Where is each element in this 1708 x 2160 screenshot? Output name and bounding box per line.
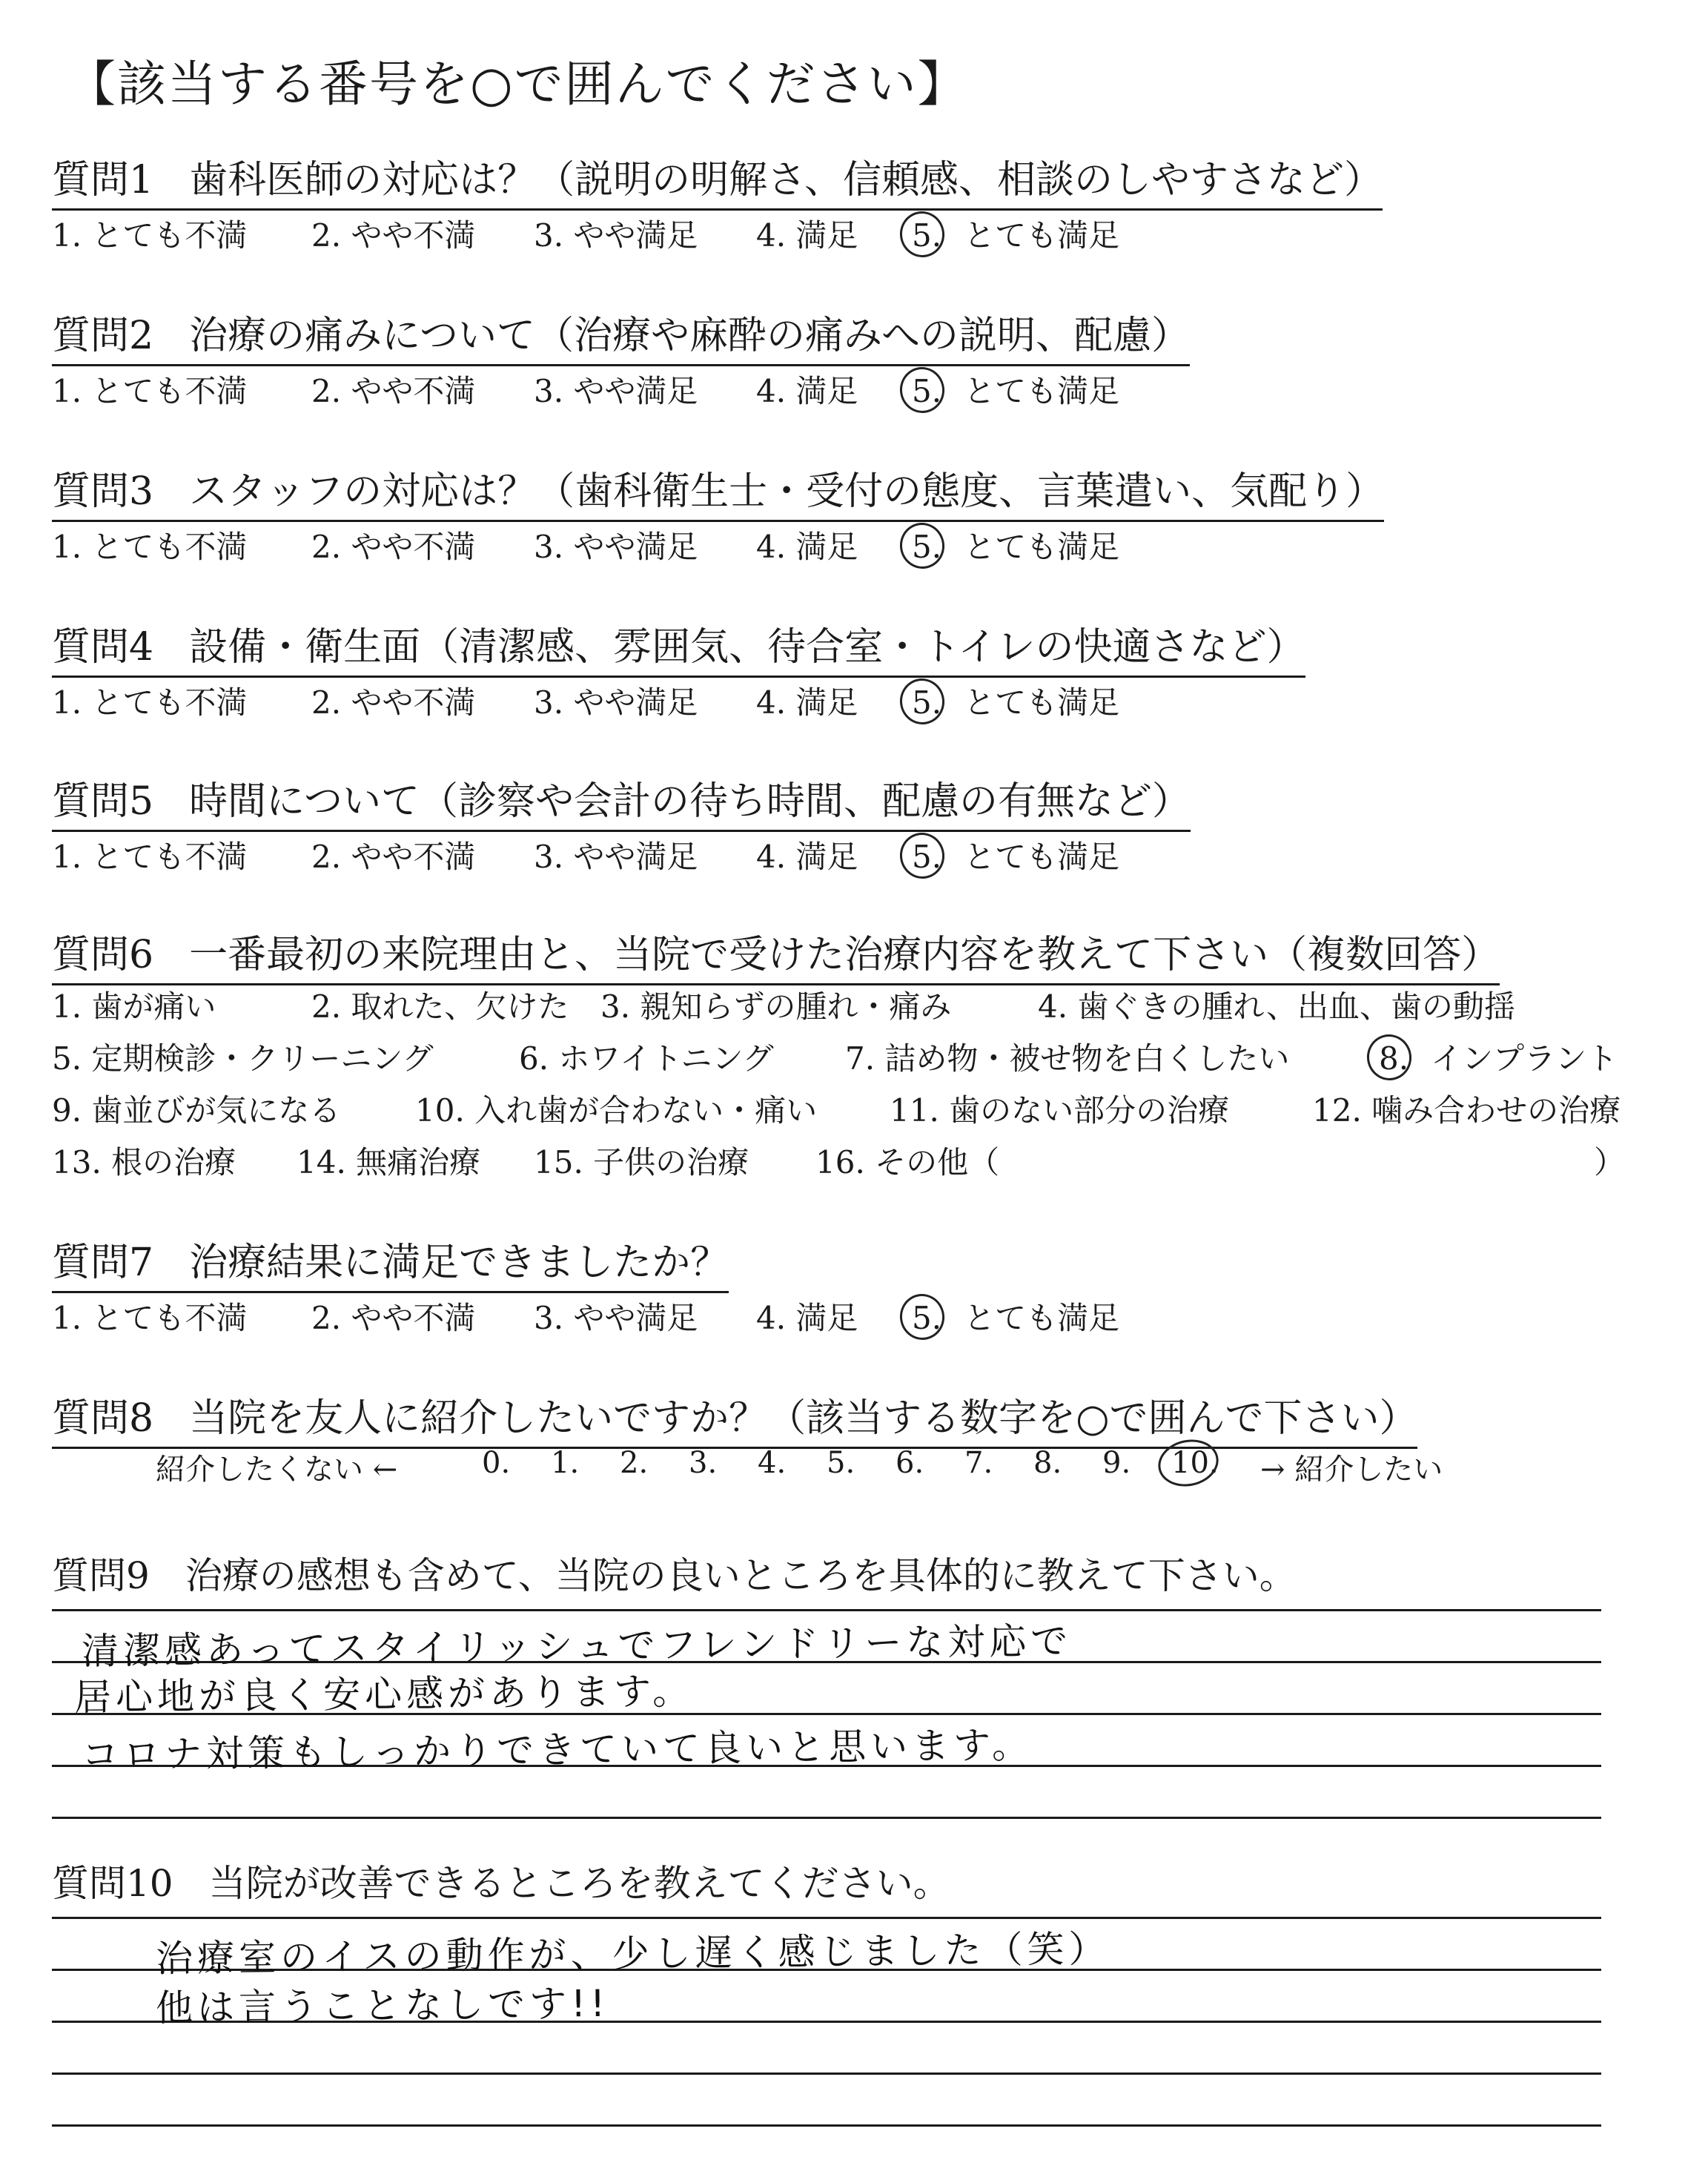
option-3[interactable]: 3. 親知らずの腫れ・痛み (600, 988, 952, 1025)
question-9-label: 質問9 (52, 1554, 150, 1597)
question-6-text: 一番最初の来院理由と、当院で受けた治療内容を教えて下さい（複数回答） (189, 933, 1500, 977)
option-5-selected[interactable] (912, 678, 1119, 723)
scale-right-label: → 紹介したい (1260, 1453, 1443, 1487)
option-5-selected[interactable] (912, 833, 1119, 877)
option-3[interactable]: 3. やや満足 (534, 684, 698, 721)
question-8-title (52, 1387, 1417, 1449)
option-2[interactable]: 2. やや不満 (311, 217, 476, 254)
option-10[interactable]: 10. 入れ歯が合わない・痛い (415, 1092, 818, 1129)
option-5-number: 5. (912, 684, 942, 721)
option-1[interactable]: 1. とても不満 (52, 684, 248, 721)
scale-10-number: 10. (1171, 1446, 1219, 1480)
scale-6[interactable]: 6. (896, 1446, 924, 1480)
option-3[interactable]: 3. やや満足 (534, 529, 698, 565)
question-8-label: 質問8 (52, 1396, 154, 1441)
option-12[interactable]: 12. 噛み合わせの治療 (1312, 1092, 1621, 1129)
option-5-number: 5. (912, 529, 942, 565)
q9-handwritten-line-1: 清潔感あってスタイリッシュでフレンドリーな対応で (81, 1619, 1073, 1673)
option-2[interactable]: 2. やや不満 (311, 684, 476, 721)
scale-8[interactable]: 8. (1033, 1446, 1062, 1480)
question-4-label: 質問4 (52, 625, 154, 670)
scale-0[interactable]: 0. (482, 1446, 511, 1480)
option-16-close-paren: ） (1594, 1144, 1626, 1180)
option-7[interactable]: 7. 詰め物・被せ物を白くしたい (845, 1040, 1290, 1077)
option-4[interactable]: 4. 満足 (756, 373, 858, 409)
answer-line (52, 1917, 1601, 1919)
question-5-text: 時間について（診察や会計の待ち時間、配慮の有無など） (189, 779, 1191, 824)
scale-2[interactable]: 2. (620, 1446, 649, 1480)
question-3-title (52, 460, 1384, 522)
question-2-text: 治療の痛みについて（治療や麻酔の痛みへの説明、配慮） (189, 314, 1191, 358)
question-1-text: 歯科医師の対応は？（説明の明解さ、信頼感、相談のしやすさなど） (189, 158, 1383, 202)
option-3[interactable]: 3. やや満足 (534, 373, 698, 409)
scale-left-label: 紹介したくない ← (156, 1453, 398, 1487)
option-5-label: とても満足 (964, 529, 1120, 565)
option-2[interactable]: 2. やや不満 (311, 373, 476, 409)
option-5-label: とても満足 (964, 217, 1120, 254)
option-4[interactable]: 4. 満足 (756, 1300, 858, 1336)
question-9-text: 治療の感想も含めて、当院の良いところを具体的に教えて下さい。 (185, 1554, 1297, 1597)
option-5-selected[interactable] (912, 523, 1119, 567)
question-10-label: 質問10 (52, 1862, 173, 1905)
question-1-title (52, 148, 1383, 211)
option-6[interactable]: 6. ホワイトニング (519, 1040, 774, 1077)
scale-5[interactable]: 5. (827, 1446, 855, 1480)
option-5-number: 5. (912, 373, 942, 409)
option-14[interactable]: 14. 無痛治療 (297, 1144, 481, 1180)
question-1-label: 質問1 (52, 158, 154, 202)
scale-1[interactable]: 1. (551, 1446, 580, 1480)
option-5-number: 5. (912, 839, 942, 875)
question-7-title (52, 1231, 729, 1293)
scale-4[interactable]: 4. (758, 1446, 787, 1480)
option-5-label: とても満足 (964, 1300, 1120, 1336)
answer-line (52, 1817, 1601, 1819)
option-3[interactable]: 3. やや満足 (534, 217, 698, 254)
scale-3[interactable]: 3. (689, 1446, 718, 1480)
question-7-label: 質問7 (52, 1241, 154, 1285)
answer-line (52, 2073, 1601, 2075)
option-4[interactable]: 4. 満足 (756, 684, 858, 721)
option-13[interactable]: 13. 根の治療 (52, 1144, 236, 1180)
question-4-title (52, 615, 1305, 678)
question-3-text: スタッフの対応は？（歯科衛生士・受付の態度、言葉遣い、気配り） (189, 469, 1385, 514)
question-2-label: 質問2 (52, 314, 154, 358)
option-5-selected[interactable] (912, 1294, 1119, 1338)
question-9-title (52, 1546, 1297, 1599)
question-7-text: 治療結果に満足できましたか？ (189, 1241, 729, 1285)
option-5-label: とても満足 (964, 373, 1120, 409)
scale-10-selected[interactable] (1171, 1446, 1241, 1480)
option-11[interactable]: 11. 歯のない部分の治療 (890, 1092, 1230, 1129)
q9-handwritten-line-3: コロナ対策もしっかりできていて良いと思います。 (81, 1723, 1034, 1777)
scale-7[interactable]: 7. (964, 1446, 993, 1480)
option-5-number: 5. (912, 217, 942, 254)
question-5-title (52, 770, 1191, 832)
option-4[interactable]: 4. 満足 (756, 217, 858, 254)
question-8-text: 当院を友人に紹介したいですか？（該当する数字を○で囲んで下さい） (189, 1396, 1418, 1441)
scale-9[interactable]: 9. (1102, 1446, 1131, 1480)
option-4[interactable]: 4. 満足 (756, 839, 858, 875)
instruction-title: 【該当する番号を○で囲んでください】 (67, 56, 968, 113)
option-2[interactable]: 2. やや不満 (311, 839, 476, 875)
question-6-label: 質問6 (52, 933, 154, 977)
option-8-label: インプラント (1431, 1040, 1618, 1077)
option-1[interactable]: 1. とても不満 (52, 1300, 248, 1336)
answer-line (52, 2124, 1601, 2127)
option-2[interactable]: 2. やや不満 (311, 1300, 476, 1336)
option-8-selected[interactable] (1379, 1034, 1618, 1079)
option-1[interactable]: 1. とても不満 (52, 839, 248, 875)
question-10-text: 当院が改善できるところを教えてください。 (208, 1862, 950, 1905)
q10-handwritten-line-1: 治療室のイスの動作が、少し遅く感じました（笑） (155, 1927, 1110, 1981)
q10-handwritten-line-2: 他は言うことなしです!! (155, 1981, 610, 2030)
option-1[interactable]: 1. とても不満 (52, 529, 248, 565)
option-1[interactable]: 1. とても不満 (52, 217, 248, 254)
question-5-label: 質問5 (52, 779, 154, 824)
q9-handwritten-line-2: 居心地が良く安心感があります。 (73, 1669, 695, 1720)
option-9[interactable]: 9. 歯並びが気になる (52, 1092, 341, 1129)
option-4[interactable]: 4. 歯ぐきの腫れ、出血、歯の動揺 (1038, 988, 1515, 1025)
question-4-text: 設備・衛生面（清潔感、雰囲気、待合室・トイレの快適さなど） (189, 625, 1305, 670)
option-5-label: とても満足 (964, 839, 1120, 875)
option-5-selected[interactable] (912, 211, 1119, 256)
option-15[interactable]: 15. 子供の治療 (534, 1144, 749, 1180)
option-1[interactable]: 1. とても不満 (52, 373, 248, 409)
option-8-number: 8. (1379, 1040, 1409, 1077)
option-4[interactable]: 4. 満足 (756, 529, 858, 565)
option-5-number: 5. (912, 1300, 942, 1336)
question-6-title (52, 923, 1500, 985)
answer-line (52, 1609, 1601, 1611)
option-5-label: とても満足 (964, 684, 1120, 721)
option-16[interactable]: 16. その他（ (815, 1144, 1000, 1180)
option-2[interactable]: 2. 取れた、欠けた (311, 988, 569, 1025)
question-3-label: 質問3 (52, 469, 154, 514)
option-5[interactable]: 5. 定期検診・クリーニング (52, 1040, 434, 1077)
option-1[interactable]: 1. 歯が痛い (52, 988, 216, 1025)
option-2[interactable]: 2. やや不満 (311, 529, 476, 565)
option-5-selected[interactable] (912, 367, 1119, 412)
question-10-title (52, 1854, 950, 1907)
option-3[interactable]: 3. やや満足 (534, 839, 698, 875)
question-2-title (52, 304, 1190, 366)
option-3[interactable]: 3. やや満足 (534, 1300, 698, 1336)
